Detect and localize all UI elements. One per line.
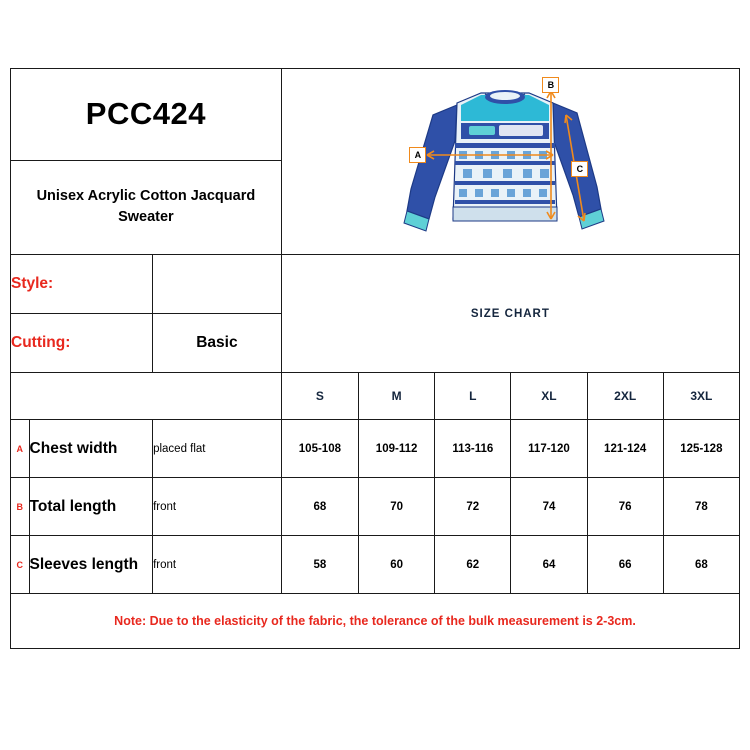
note-row [11,594,740,649]
chest-width-xl: 117-120 [511,420,587,478]
sleeves-length-3xl: 68 [663,536,739,594]
measure-note-total-length: front [153,478,282,536]
size-col-s: S [281,373,358,420]
sweater-illustration [385,69,635,254]
measure-note-chest-width: placed flat [153,420,282,478]
measure-name-total-length: Total length [29,478,153,536]
table-row [11,420,740,478]
table-row [11,536,740,594]
product-illustration-cell [281,69,739,255]
sleeves-length-xl: 64 [511,536,587,594]
sleeves-length-m: 60 [359,536,435,594]
title-row [11,69,740,161]
callout-b-total-length: B [542,77,559,93]
table-row [11,478,740,536]
size-col-l: L [435,373,511,420]
product-name: Unisex Acrylic Cotton Jacquard Sweater [11,160,282,254]
style-label: Style: [11,255,153,314]
callout-c-sleeves-length: C [571,161,588,177]
row-mark-c: C [11,536,30,594]
row-mark-a: A [11,420,30,478]
chest-width-s: 105-108 [281,420,358,478]
size-header-spacer [11,373,282,420]
total-length-xl: 74 [511,478,587,536]
sleeves-length-s: 58 [281,536,358,594]
size-col-m: M [359,373,435,420]
total-length-m: 70 [359,478,435,536]
chest-width-l: 113-116 [435,420,511,478]
product-code: PCC424 [11,69,282,161]
product-spec-table [10,68,740,649]
tolerance-note: Note: Due to the elasticity of the fabric, the tolerance of the bulk measurement is 2-3cm. [11,594,740,649]
style-value [153,255,282,314]
size-col-2xl: 2XL [587,373,663,420]
chest-width-2xl: 121-124 [587,420,663,478]
size-col-xl: XL [511,373,587,420]
sleeves-length-2xl: 66 [587,536,663,594]
total-length-l: 72 [435,478,511,536]
total-length-3xl: 78 [663,478,739,536]
chest-width-3xl: 125-128 [663,420,739,478]
sleeves-length-l: 62 [435,536,511,594]
measure-name-chest-width: Chest width [29,420,153,478]
cutting-value: Basic [153,314,282,373]
total-length-2xl: 76 [587,478,663,536]
row-mark-b: B [11,478,30,536]
total-length-s: 68 [281,478,358,536]
cutting-label: Cutting: [11,314,153,373]
measure-name-sleeves-length: Sleeves length [29,536,153,594]
size-header-row [11,373,740,420]
callout-a-chest: A [409,147,426,163]
size-col-3xl: 3XL [663,373,739,420]
measure-note-sleeves-length: front [153,536,282,594]
attribute-row-style [11,255,740,314]
chest-width-m: 109-112 [359,420,435,478]
size-chart-title: SIZE CHART [281,255,739,373]
